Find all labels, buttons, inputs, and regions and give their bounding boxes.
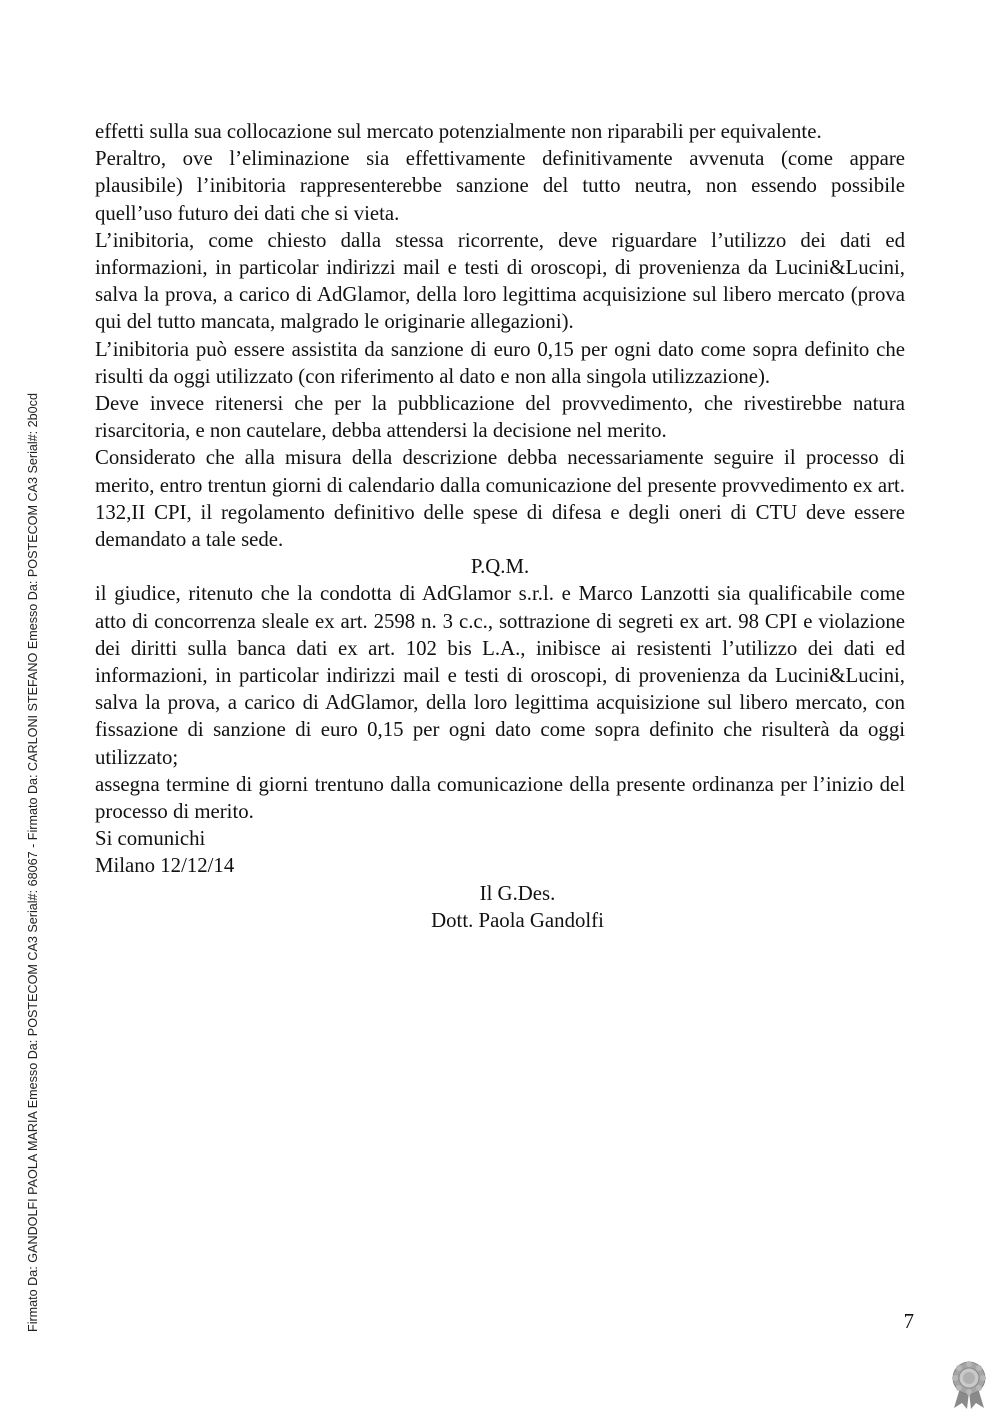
ruling-paragraph: assegna termine di giorni trentuno dalla comunicazione della presente ordinanza per l’inizio del processo di merito. xyxy=(95,772,905,824)
signature-block xyxy=(130,880,905,934)
paragraph: Peraltro, ove l’eliminazione sia effettivamente definitivamente avvenuta (come appare plausibile) l’inibitoria rappresenterebbe sanzione del tutto neutra, non essendo possibile quell’uso futuro dei dati che si vieta. xyxy=(95,147,905,225)
rosette-seal-icon xyxy=(948,1360,990,1410)
paragraph: effetti sulla sua collocazione sul mercato potenzialmente non riparabili per equivalente. xyxy=(95,120,822,143)
document-body xyxy=(95,118,905,934)
ruling-paragraph: il giudice, ritenuto che la condotta di AdGlamor s.r.l. e Marco Lanzotti sia qualificabile come atto di concorrenza sleale ex art. 2598 n. 3 c.c., sottrazione di segreti ex art. 98 CPI e violazione dei diritti sulla banca dati ex art. 102 bis L.A., inibisce ai resistenti l’utilizzo dei dati ed informazioni, in particolar indirizzi mail e testi di oroscopi, di provenienza da Lucini&Lucini, salva la prova, a carico di AdGlamor, della loro legittima acquisizione sul libero mercato, con fissazione di sanzione di euro 0,15 per ogni dato come sopra definito che risulterà da oggi utilizzato; xyxy=(95,582,905,769)
paragraph: Considerato che alla misura della descrizione debba necessariamente seguire il processo di merito, entro trentun giorni di calendario dalla comunicazione del presente provvedimento ex art. 132,II CPI, il regolamento definitivo delle spese di difesa e degli oneri di CTU deve essere demandato a tale sede. xyxy=(95,446,905,552)
signature-title: Il G.Des. xyxy=(479,881,556,905)
page-number: 7 xyxy=(903,1310,914,1333)
paragraph: Deve invece ritenersi che per la pubblicazione del provvedimento, che rivestirebbe natura risarcitoria, e non cautelare, debba attendersi la decisione nel merito. xyxy=(95,392,905,443)
digital-signature-strip xyxy=(930,40,980,1370)
closing-line: Si comunichi xyxy=(95,827,206,851)
signature-name: Dott. Paola Gandolfi xyxy=(431,908,604,932)
place-date: Milano 12/12/14 xyxy=(95,854,235,878)
paragraph: L’inibitoria, come chiesto dalla stessa ricorrente, deve riguardare l’utilizzo dei dati ed informazioni, in particolar indirizzi mail e testi di oroscopi, di provenienza da Lucini&Lucini, salva la prova, a carico di AdGlamor, della loro legittima acquisizione sul libero mercato (prova qui del tutto mancata, malgrado le originarie allegazioni). xyxy=(95,228,905,334)
paragraph: L’inibitoria può essere assistita da sanzione di euro 0,15 per ogni dato come sopra definito che risulti da oggi utilizzato (con riferimento al dato e non alla singola utilizzazione). xyxy=(95,337,905,388)
digital-signature-text: Firmato Da: GANDOLFI PAOLA MARIA Emesso Da: POSTECOM CA3 Serial#: 68067 - Firmato Da: CARLONI STEFANO Emesso Da: POSTECOM CA3 Serial#: 2b0cd xyxy=(26,393,40,1332)
pqm-heading: P.Q.M. xyxy=(470,555,530,579)
